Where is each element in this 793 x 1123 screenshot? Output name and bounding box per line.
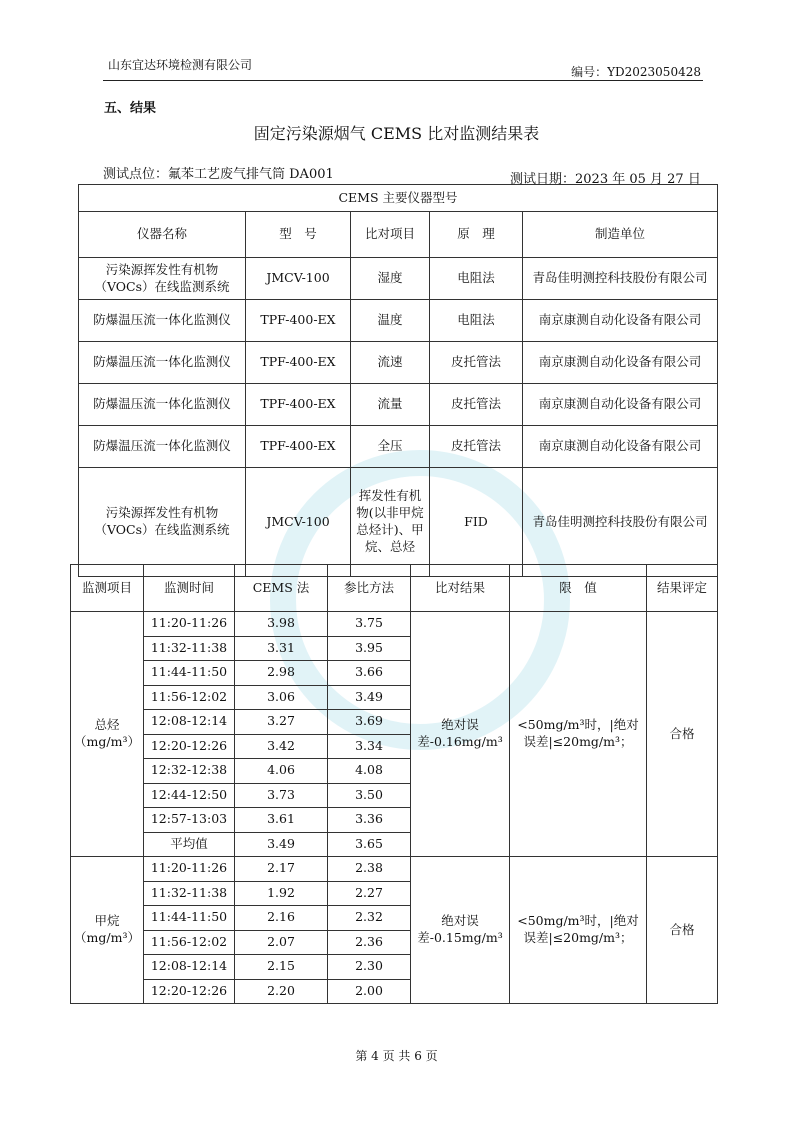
comparison-item: 流量 <box>351 384 430 426</box>
reference-value: 2.36 <box>328 930 411 955</box>
instrument-row <box>79 426 718 468</box>
verdict: 合格 <box>647 857 718 1004</box>
reference-value: 3.66 <box>328 661 411 686</box>
results-group-methane <box>71 857 718 1004</box>
principle: 皮托管法 <box>430 384 523 426</box>
reference-value: 3.36 <box>328 808 411 833</box>
section-heading: 五、结果 <box>104 101 157 116</box>
cems-value: 3.31 <box>235 636 328 661</box>
instrument-model: JMCV-100 <box>246 468 351 577</box>
header-cell: 比对结果 <box>411 565 510 612</box>
instrument-name: 污染源挥发性有机物（VOCs）在线监测系统 <box>79 258 246 300</box>
reference-value: 3.50 <box>328 783 411 808</box>
header-cell: CEMS 法 <box>235 565 328 612</box>
header-cell: 限 值 <box>510 565 647 612</box>
reference-value: 2.00 <box>328 979 411 1004</box>
instrument-row <box>79 300 718 342</box>
monitoring-time: 12:44-12:50 <box>144 783 235 808</box>
instrument-name: 污染源挥发性有机物（VOCs）在线监测系统 <box>79 468 246 577</box>
reference-value: 3.65 <box>328 832 411 857</box>
monitoring-time: 12:08-12:14 <box>144 955 235 980</box>
principle: 电阻法 <box>430 300 523 342</box>
cems-value: 1.92 <box>235 881 328 906</box>
monitoring-time: 11:32-11:38 <box>144 881 235 906</box>
instrument-model: JMCV-100 <box>246 258 351 300</box>
monitoring-time: 12:20-12:26 <box>144 979 235 1004</box>
reference-value: 4.08 <box>328 759 411 784</box>
instrument-name: 防爆温压流一体化监测仪 <box>79 342 246 384</box>
comparison-item: 流速 <box>351 342 430 384</box>
header-cell: 型 号 <box>246 212 351 258</box>
table-row <box>71 857 718 882</box>
monitoring-time: 11:56-12:02 <box>144 930 235 955</box>
header-cell: 参比方法 <box>328 565 411 612</box>
monitoring-time: 11:44-11:50 <box>144 906 235 931</box>
monitoring-time: 11:20-11:26 <box>144 857 235 882</box>
comparison-item: 全压 <box>351 426 430 468</box>
comparison-result: 绝对误差-0.15mg/m³ <box>411 857 510 1004</box>
monitoring-time: 11:32-11:38 <box>144 636 235 661</box>
document-number: 编号：YD2023050428 <box>571 65 701 79</box>
manufacturer: 南京康测自动化设备有限公司 <box>523 426 718 468</box>
instrument-model: TPF-400-EX <box>246 300 351 342</box>
instrument-table <box>78 184 718 577</box>
limit-value: <50mg/m³时，|绝对误差|≤20mg/m³； <box>510 612 647 857</box>
cems-value: 3.98 <box>235 612 328 637</box>
report-title: 固定污染源烟气 CEMS 比对监测结果表 <box>253 124 540 143</box>
verdict: 合格 <box>647 612 718 857</box>
instrument-name: 防爆温压流一体化监测仪 <box>79 426 246 468</box>
cems-value: 2.98 <box>235 661 328 686</box>
principle: 电阻法 <box>430 258 523 300</box>
instrument-model: TPF-400-EX <box>246 384 351 426</box>
cems-value: 2.17 <box>235 857 328 882</box>
instrument-row <box>79 468 718 577</box>
header-cell: 监测时间 <box>144 565 235 612</box>
monitoring-time: 11:20-11:26 <box>144 612 235 637</box>
comparison-item: 挥发性有机物(以非甲烷总烃计)、甲烷、总烃 <box>351 468 430 577</box>
reference-value: 3.95 <box>328 636 411 661</box>
manufacturer: 南京康测自动化设备有限公司 <box>523 384 718 426</box>
monitoring-time: 平均值 <box>144 832 235 857</box>
monitoring-time: 12:32-12:38 <box>144 759 235 784</box>
limit-value: <50mg/m³时，|绝对误差|≤20mg/m³； <box>510 857 647 1004</box>
reference-value: 2.27 <box>328 881 411 906</box>
monitoring-time: 11:44-11:50 <box>144 661 235 686</box>
reference-value: 3.75 <box>328 612 411 637</box>
instrument-model: TPF-400-EX <box>246 342 351 384</box>
principle: 皮托管法 <box>430 426 523 468</box>
instrument-header-row <box>79 212 718 258</box>
principle: 皮托管法 <box>430 342 523 384</box>
test-date: 测试日期：2023 年 05 月 27 日 <box>510 172 701 187</box>
monitoring-time: 12:57-13:03 <box>144 808 235 833</box>
header-cell: 原 理 <box>430 212 523 258</box>
header-rule <box>103 80 703 81</box>
cems-value: 2.07 <box>235 930 328 955</box>
comparison-result: 绝对误差-0.16mg/m³ <box>411 612 510 857</box>
cems-value: 3.73 <box>235 783 328 808</box>
monitoring-time: 11:56-12:02 <box>144 685 235 710</box>
manufacturer: 青岛佳明测控科技股份有限公司 <box>523 258 718 300</box>
results-table <box>70 564 718 1004</box>
header-cell: 比对项目 <box>351 212 430 258</box>
instrument-name: 防爆温压流一体化监测仪 <box>79 300 246 342</box>
results-header-row <box>71 565 718 612</box>
instrument-row <box>79 384 718 426</box>
header-cell: 结果评定 <box>647 565 718 612</box>
manufacturer: 青岛佳明测控科技股份有限公司 <box>523 468 718 577</box>
table-row <box>71 612 718 637</box>
reference-value: 3.69 <box>328 710 411 735</box>
cems-value: 3.42 <box>235 734 328 759</box>
principle: FID <box>430 468 523 577</box>
comparison-item: 温度 <box>351 300 430 342</box>
cems-value: 4.06 <box>235 759 328 784</box>
instrument-row <box>79 342 718 384</box>
cems-value: 3.06 <box>235 685 328 710</box>
header-cell: 仪器名称 <box>79 212 246 258</box>
cems-value: 3.49 <box>235 832 328 857</box>
cems-value: 2.16 <box>235 906 328 931</box>
page-number: 第 4 页 共 6 页 <box>355 1049 438 1063</box>
cems-value: 2.15 <box>235 955 328 980</box>
company-name: 山东宜达环境检测有限公司 <box>108 58 253 72</box>
instrument-row <box>79 258 718 300</box>
reference-value: 2.30 <box>328 955 411 980</box>
reference-value: 2.38 <box>328 857 411 882</box>
comparison-item: 湿度 <box>351 258 430 300</box>
test-site: 测试点位：氟苯工艺废气排气筒 DA001 <box>103 167 334 182</box>
reference-value: 2.32 <box>328 906 411 931</box>
instrument-name: 防爆温压流一体化监测仪 <box>79 384 246 426</box>
cems-value: 2.20 <box>235 979 328 1004</box>
monitoring-item: 甲烷（mg/m³） <box>71 857 144 1004</box>
manufacturer: 南京康测自动化设备有限公司 <box>523 342 718 384</box>
manufacturer: 南京康测自动化设备有限公司 <box>523 300 718 342</box>
instrument-table-caption: CEMS 主要仪器型号 <box>79 185 718 212</box>
header-cell: 制造单位 <box>523 212 718 258</box>
results-group-total-hydrocarbons <box>71 612 718 857</box>
monitoring-time: 12:20-12:26 <box>144 734 235 759</box>
monitoring-item: 总烃（mg/m³） <box>71 612 144 857</box>
instrument-model: TPF-400-EX <box>246 426 351 468</box>
reference-value: 3.49 <box>328 685 411 710</box>
header-cell: 监测项目 <box>71 565 144 612</box>
reference-value: 3.34 <box>328 734 411 759</box>
cems-value: 3.61 <box>235 808 328 833</box>
cems-value: 3.27 <box>235 710 328 735</box>
monitoring-time: 12:08-12:14 <box>144 710 235 735</box>
